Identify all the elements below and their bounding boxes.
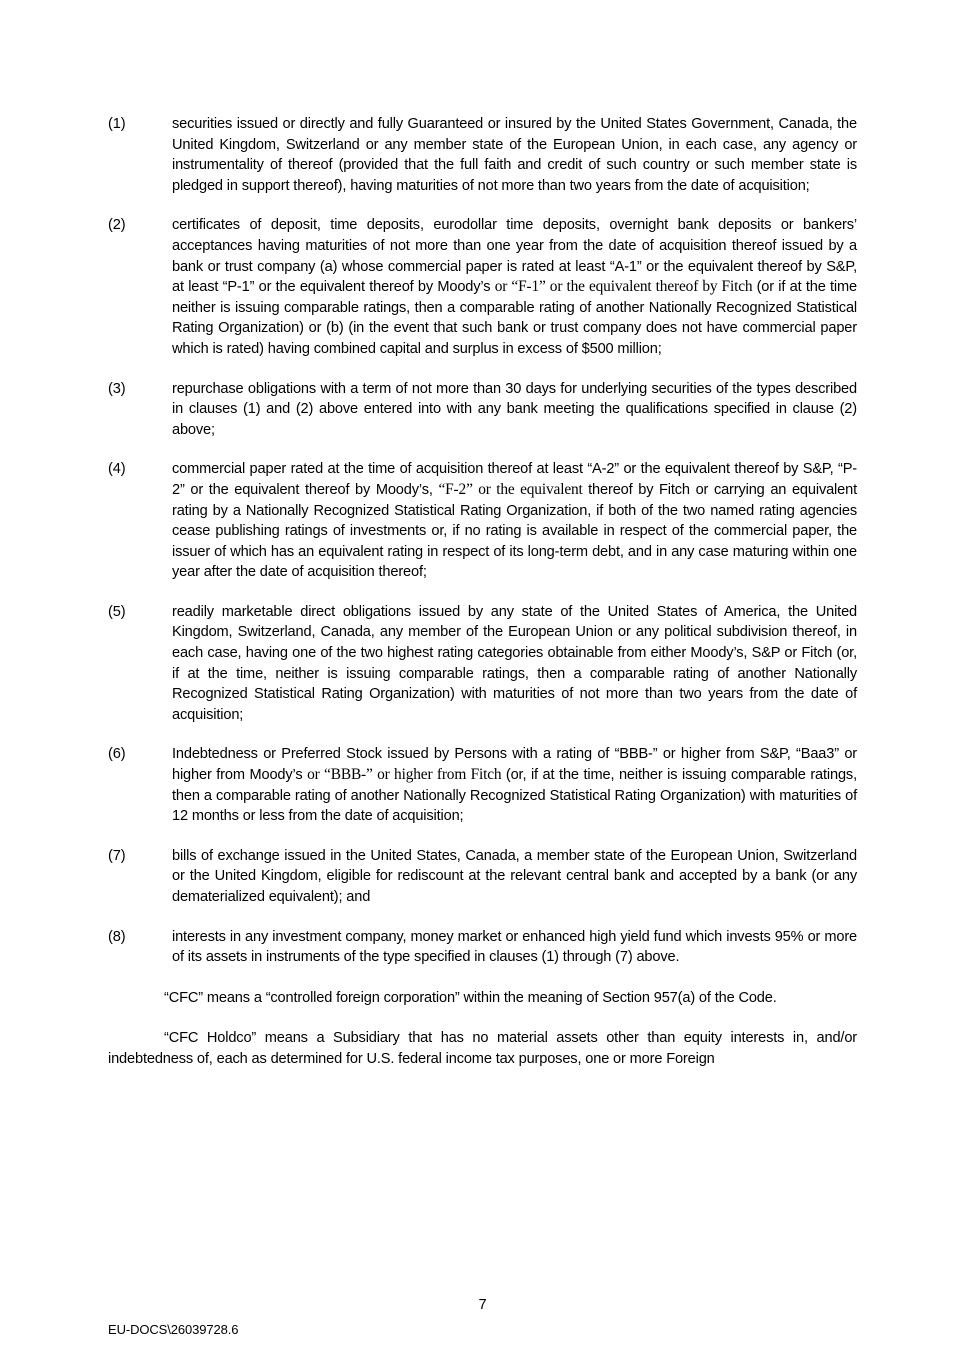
clause-number: (2) — [108, 217, 126, 234]
clause-text-run: or “BBB-” or higher from Fitch — [307, 766, 506, 784]
paragraph-text: “CFC” means a “controlled foreign corporation” within the meaning of Section 957(a) of the Code. — [164, 989, 777, 1006]
clause-text — [172, 744, 857, 826]
clause-item — [108, 459, 857, 583]
clause-number: (7) — [108, 847, 126, 864]
clause-number: (3) — [108, 380, 126, 397]
clause-text-run: (or if at the time neither is issuing comparable ratings, then a comparable rating of another Nationally Recognized Statistical Rating Organization) or (b) (in the event that such bank or trust company does not have commercial paper which is rated) having combined capital and surplus in excess of $500 million; — [172, 279, 857, 357]
clause-text — [172, 927, 857, 968]
clause-text-run: readily marketable direct obligations issued by any state of the United States of America, the United Kingdom, Switzerland, Canada, any member of the European Union or any political subdivision thereof, in each case, having one of the two highest rating categories obtainable from either Moody’s, S&P or Fitch (or, if at the time, neither is issuing comparable ratings, then a comparable rating of another Nationally Recognized Statistical Rating Organization) with maturities of not more than two years from the date of acquisition; — [172, 603, 857, 723]
clause-text-run: bills of exchange issued in the United States, Canada, a member state of the European Union, Switzerland or the United Kingdom, eligible for rediscount at the relevant central bank and accepted by a bank (or any dematerialized equivalent); and — [172, 847, 857, 905]
page-number: 7 — [478, 1297, 487, 1313]
clause-text-run: commercial paper rated at the time of acquisition thereof at least “A-2” or the equivalent thereof by S&P, “P-2” or the equivalent thereof by Moody’s, — [172, 461, 857, 498]
clause-item — [108, 114, 857, 196]
clause-item — [108, 379, 857, 441]
clause-item — [108, 927, 857, 968]
definition-paragraph — [108, 1028, 857, 1069]
document-id-footer: EU-DOCS\26039728.6 — [108, 1322, 239, 1337]
clause-list — [108, 114, 857, 968]
clause-text-run: repurchase obligations with a term of not more than 30 days for underlying securities of the types described in clauses (1) and (2) above entered into with any bank meeting the qualifications specified in clause (2) above; — [172, 380, 857, 438]
clause-text-run: or “F-1” or the equivalent thereof by Fitch — [494, 278, 757, 296]
clause-text-run: thereof by Fitch or carrying an equivalent rating by a Nationally Recognized Statistical Rating Organization, if both of the two named rating agencies cease publishing ratings of investments or, if no rating is available in respect of the commercial paper, the issuer of which has an equivalent rating in respect of its long-term debt, and in any case maturing within one year after the date of acquisition thereof; — [172, 481, 857, 581]
clause-number: (6) — [108, 746, 126, 763]
clause-text-run: Indebtedness or Preferred Stock issued by Persons with a rating of “BBB-” or higher from S&P, “Baa3” or higher from Moody’s — [172, 746, 857, 784]
clause-text — [172, 215, 857, 359]
clause-text — [172, 459, 857, 583]
clause-number: (1) — [108, 116, 126, 132]
clause-item — [108, 744, 857, 826]
paragraph-text: “CFC Holdco” means a Subsidiary that has no material assets other than equity interests in, and/or indebtedness of, each as determined for U.S. federal income tax purposes, one or more Foreign — [108, 1030, 857, 1067]
clause-number: (8) — [108, 928, 126, 945]
clause-number: (4) — [108, 461, 126, 478]
clause-text — [172, 379, 857, 441]
clause-text — [172, 846, 857, 908]
clause-item — [108, 602, 857, 726]
clause-text — [172, 602, 857, 726]
paragraph-list — [108, 988, 857, 1070]
clause-number: (5) — [108, 603, 126, 620]
clause-text-run: (or, if at the time, neither is issuing comparable ratings, then a comparable rating of another Nationally Recognized Statistical Rating Organization) with maturities of 12 months or less from the date of acquisition; — [172, 767, 857, 825]
clause-item — [108, 846, 857, 908]
clause-text — [172, 114, 857, 196]
clause-item — [108, 215, 857, 359]
definition-paragraph — [108, 988, 857, 1009]
clause-text-run: “F-2” or the equivalent — [438, 480, 589, 498]
clause-text-run: interests in any investment company, money market or enhanced high yield fund which invests 95% or more of its assets in instruments of the type specified in clauses (1) through (7) above. — [172, 928, 857, 966]
clause-text-run: certificates of deposit, time deposits, eurodollar time deposits, overnight bank deposits or bankers’ acceptances having maturities of not more than one year from the date of acquisition thereof issued by a bank or trust company (a) whose commercial paper is rated at least “A-1” or the equivalent thereof by S&P, at least “P-1” or the equivalent thereof by Moody’s — [172, 217, 857, 296]
clause-text-run: securities issued or directly and fully Guaranteed or insured by the United States Government, Canada, the United Kingdom, Switzerland or any member state of the European Union, in each case, any agency or instrumentality of thereof (provided that the full faith and credit of such country or such member state is pledged in support thereof), having maturities of not more than two years from the date of acquisition; — [172, 116, 857, 194]
